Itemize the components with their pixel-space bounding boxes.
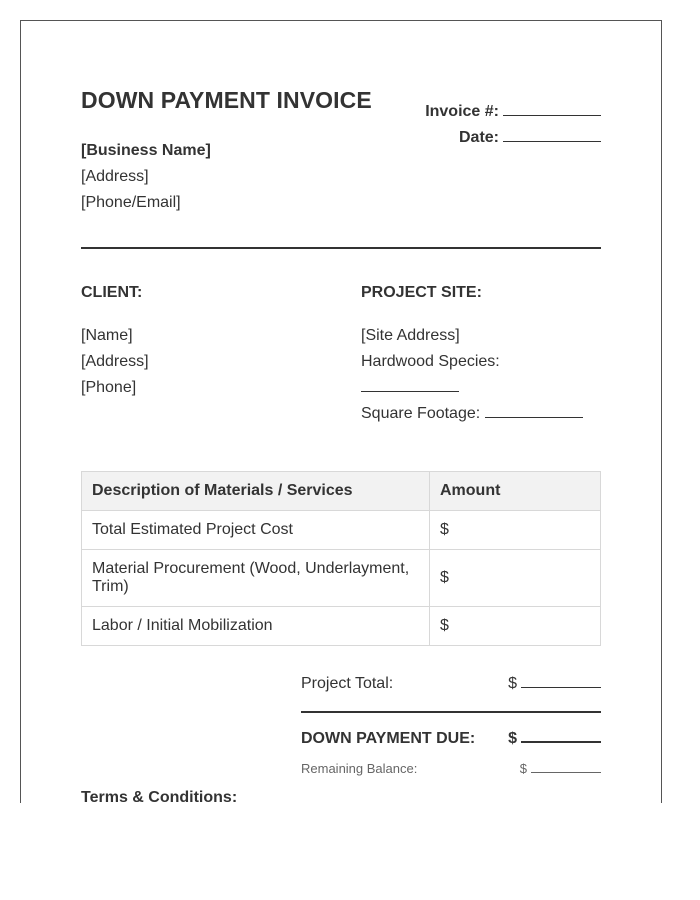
hardwood-species-field[interactable] xyxy=(361,377,459,392)
business-contact: [Phone/Email] xyxy=(81,194,181,211)
down-payment-currency: $ xyxy=(508,730,517,747)
down-payment-due-label: DOWN PAYMENT DUE: xyxy=(301,730,476,747)
row-amount[interactable]: $ xyxy=(430,511,601,550)
invoice-sheet xyxy=(20,20,662,803)
header-divider xyxy=(81,247,601,249)
invoice-title: DOWN PAYMENT INVOICE xyxy=(81,87,372,113)
row-description: Labor / Initial Mobilization xyxy=(82,607,430,646)
business-info xyxy=(81,138,211,216)
invoice-date-field[interactable] xyxy=(503,127,601,142)
client-info xyxy=(81,323,149,401)
table-header-row xyxy=(82,472,601,511)
down-payment-due-row xyxy=(301,727,601,748)
remaining-balance-row xyxy=(301,761,601,776)
row-amount[interactable]: $ xyxy=(430,607,601,646)
row-amount[interactable]: $ xyxy=(430,550,601,607)
square-footage-row xyxy=(361,401,583,427)
row-description: Total Estimated Project Cost xyxy=(82,511,430,550)
project-site-info xyxy=(361,323,583,427)
row-description: Material Procurement (Wood, Underlayment, Trim) xyxy=(82,550,430,607)
square-footage-field[interactable] xyxy=(485,403,583,418)
invoice-number-label: Invoice #: xyxy=(425,103,499,120)
client-name: [Name] xyxy=(81,327,133,344)
project-total-label: Project Total: xyxy=(301,675,394,692)
project-total-currency: $ xyxy=(508,675,517,692)
amount-column-header: Amount xyxy=(430,472,601,511)
project-site-heading: PROJECT SITE: xyxy=(361,284,482,301)
site-address: [Site Address] xyxy=(361,327,460,344)
line-items-table xyxy=(81,471,601,646)
client-phone: [Phone] xyxy=(81,379,137,396)
terms-heading: Terms & Conditions: xyxy=(81,789,238,803)
down-payment-field[interactable] xyxy=(521,727,601,743)
client-address: [Address] xyxy=(81,353,149,370)
remaining-balance-field[interactable] xyxy=(531,761,601,773)
invoice-date-row xyxy=(341,127,601,153)
remaining-balance-label: Remaining Balance: xyxy=(301,761,418,776)
project-total-field[interactable] xyxy=(521,673,601,688)
invoice-date-label: Date: xyxy=(458,129,499,146)
table-row xyxy=(82,607,601,646)
invoice-number-row xyxy=(341,101,601,127)
invoice-number-field[interactable] xyxy=(503,101,601,116)
invoice-meta xyxy=(341,101,601,153)
client-heading: CLIENT: xyxy=(81,284,143,301)
project-total-row xyxy=(301,673,601,693)
business-name: [Business Name] xyxy=(81,142,211,159)
table-row xyxy=(82,550,601,607)
description-column-header: Description of Materials / Services xyxy=(82,472,430,511)
business-address: [Address] xyxy=(81,168,149,185)
totals-divider xyxy=(301,711,601,713)
remaining-balance-currency: $ xyxy=(519,761,527,776)
table-row xyxy=(82,511,601,550)
square-footage-label: Square Footage: xyxy=(361,405,481,422)
hardwood-species-label: Hardwood Species: xyxy=(361,353,500,370)
